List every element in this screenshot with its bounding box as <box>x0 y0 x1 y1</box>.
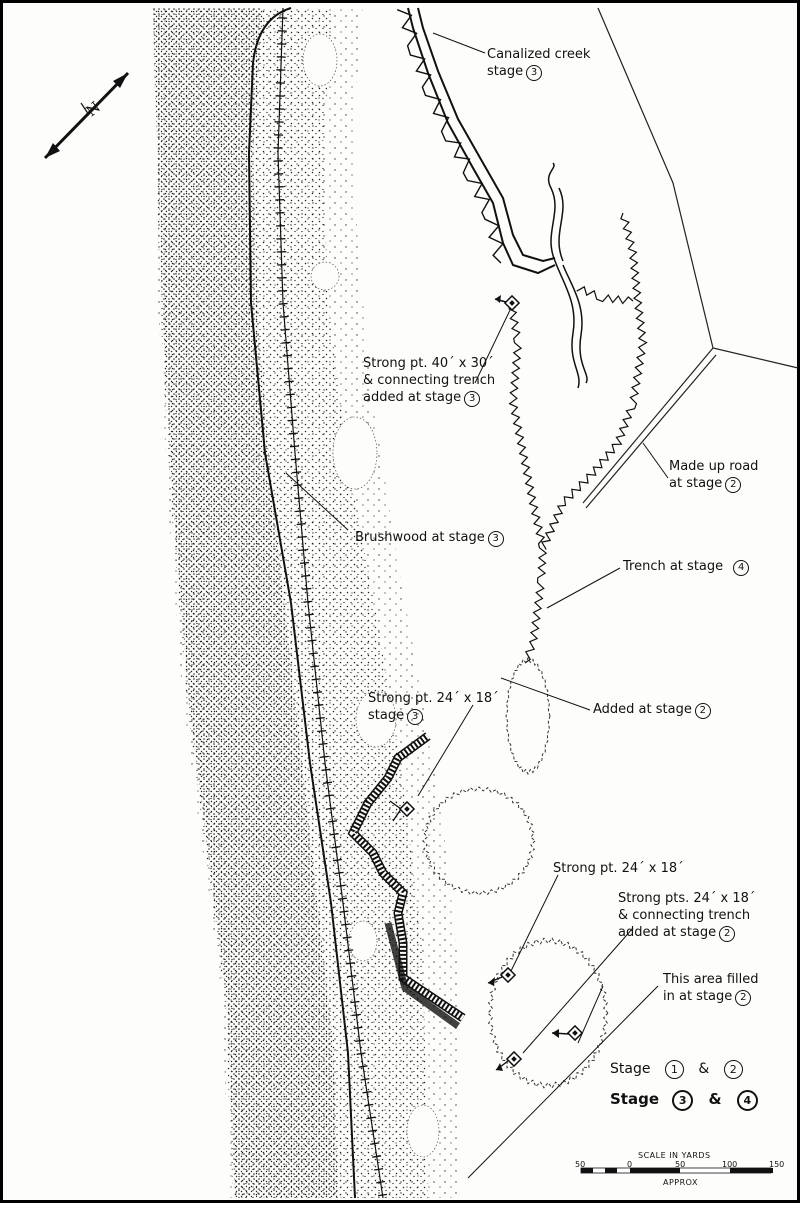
label-text: added at stage <box>363 390 461 405</box>
label-text: added at stage <box>618 925 716 940</box>
legend-ampersand: & <box>698 1061 709 1077</box>
label-text: Canalized creek <box>487 46 590 63</box>
clearing <box>349 921 377 961</box>
legend-word: Stage <box>610 1061 650 1077</box>
trench-stage-3 <box>509 309 547 663</box>
railway-tie <box>292 472 301 473</box>
railway-tie <box>279 304 288 305</box>
railway-tie <box>299 550 308 551</box>
railway-tie <box>288 420 297 421</box>
strong-point-40x30 <box>505 296 519 310</box>
stage-number: 3 <box>407 709 423 725</box>
label-text: This area filled <box>663 971 758 988</box>
railway-tie <box>286 394 295 395</box>
scale-tick: 150 <box>769 1160 784 1169</box>
label-text: Strong pt. 24´ x 18´ <box>553 861 684 876</box>
label-text: Strong pts. 24´ x 18´ <box>618 890 755 907</box>
label-text: Made up road <box>669 458 758 475</box>
label-text: Added at stage <box>593 702 692 717</box>
railway-tie <box>300 563 309 564</box>
legend-stage-number: 2 <box>724 1060 743 1079</box>
map-drawing <box>3 3 800 1206</box>
label-strong-pt-24x18 <box>553 860 684 877</box>
label-brushwood <box>355 529 504 547</box>
scale-tick: 50 <box>675 1160 685 1169</box>
scale-tick: 50 <box>575 1160 585 1169</box>
railway-tie <box>291 459 300 460</box>
stage-number: 4 <box>733 560 749 576</box>
north-letter: N <box>83 99 104 120</box>
railway-tie <box>289 433 298 434</box>
legend-word: Stage <box>610 1090 659 1108</box>
label-made-up-road <box>669 458 758 493</box>
road-line <box>598 8 798 368</box>
stage-number: 2 <box>719 926 735 942</box>
label-text: stage <box>487 64 523 79</box>
legend-row-stage-3-4 <box>610 1090 758 1111</box>
label-text: & connecting trench <box>618 907 755 924</box>
scale-tick: 100 <box>722 1160 737 1169</box>
label-area-filled <box>663 971 758 1006</box>
label-strong-pt-40x30 <box>363 355 495 407</box>
stage-2-outline <box>506 658 550 774</box>
scale-title: SCALE IN YARDS <box>638 1151 711 1160</box>
label-text: Trench at stage <box>623 559 723 574</box>
label-text: in at stage <box>663 989 732 1004</box>
legend-ampersand: & <box>708 1090 721 1108</box>
railway-tie <box>296 511 305 512</box>
label-text: Strong pt. 24´ x 18´ <box>368 690 499 707</box>
stage-number: 3 <box>526 65 542 81</box>
label-strong-pt-24x18-stage3 <box>368 690 499 725</box>
railway-tie <box>293 485 302 486</box>
scale-tick: 0 <box>627 1160 632 1169</box>
stage-number: 2 <box>695 703 711 719</box>
legend-row-stage-1-2 <box>610 1060 743 1079</box>
label-text: at stage <box>669 476 722 491</box>
clearing <box>303 34 337 86</box>
railway-tie <box>290 446 299 447</box>
legend-stage-number: 4 <box>737 1090 758 1111</box>
railway-tie <box>287 407 296 408</box>
label-text: Brushwood at stage <box>355 530 485 545</box>
stage-2-outline <box>488 938 608 1088</box>
railway-tie <box>282 342 291 343</box>
railway-tie <box>310 666 319 667</box>
legend-stage-number: 1 <box>665 1060 684 1079</box>
north-arrow-icon <box>45 73 128 158</box>
railway-tie <box>301 576 310 577</box>
label-text: & connecting trench <box>363 372 495 389</box>
stage-number: 3 <box>488 531 504 547</box>
label-text: Strong pt. 40´ x 30´ <box>363 355 495 372</box>
railway-tie <box>297 524 306 525</box>
strong-point-a <box>501 968 515 982</box>
railway-tie <box>303 601 312 602</box>
stage-number: 2 <box>725 477 741 493</box>
clearing <box>333 417 377 489</box>
railway-tie <box>306 627 315 628</box>
railway-tie <box>317 731 326 732</box>
label-text: stage <box>368 708 404 723</box>
label-added <box>593 701 711 719</box>
railway-tie <box>280 316 289 317</box>
scale-subtitle: APPROX <box>663 1178 698 1187</box>
legend-stage-number: 3 <box>672 1090 693 1111</box>
strong-point-c <box>507 1052 521 1066</box>
railway-tie <box>284 368 293 369</box>
clearing <box>407 1105 439 1157</box>
creek-branch <box>549 163 579 388</box>
railway-tie <box>312 679 321 680</box>
label-canalized-creek <box>487 46 590 81</box>
stage-number: 2 <box>735 990 751 1006</box>
trench-stage-4-main <box>577 287 633 304</box>
railway-tie <box>283 355 292 356</box>
railway-tie <box>316 718 325 719</box>
label-trench <box>623 558 749 576</box>
railway-tie <box>298 537 307 538</box>
railway-tie <box>285 381 294 382</box>
clearing <box>311 262 339 290</box>
stage-number: 3 <box>464 391 480 407</box>
railway-tie <box>294 498 303 499</box>
railway-tie <box>302 589 311 590</box>
label-strong-pts <box>618 890 755 942</box>
railway-tie <box>281 329 290 330</box>
